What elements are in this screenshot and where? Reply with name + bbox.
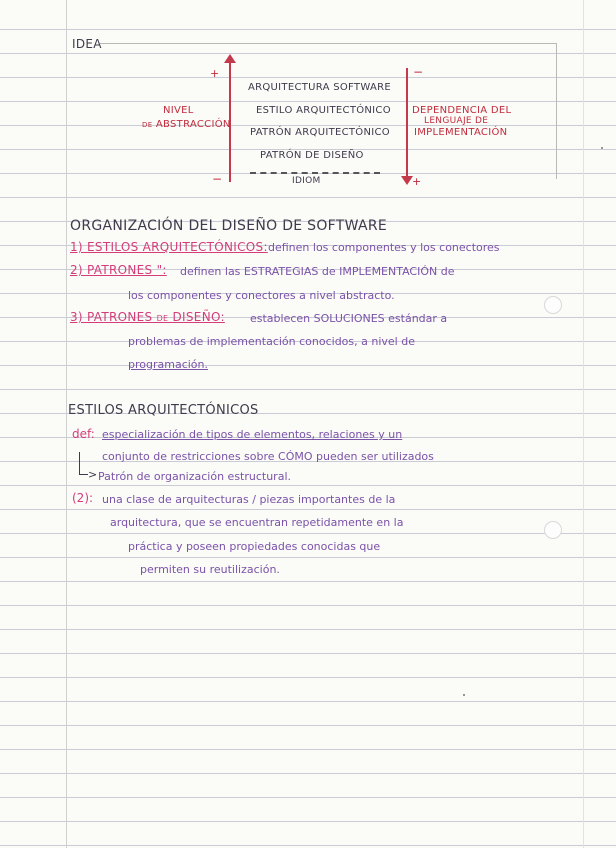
item2b-text-d: permiten su reutilización. [140,563,280,576]
item2-text-a: definen las ESTRATEGIAS de IMPLEMENTACIÓN de [180,265,455,278]
speck [601,147,603,149]
binder-hole-bottom [544,521,562,539]
item3-text-c: programación. [128,358,208,371]
margin-line [66,0,67,848]
arrow-up-icon [224,54,236,63]
section-title-organizacion: ORGANIZACIÓN DEL DISEÑO DE SOFTWARE [70,218,388,234]
level-estilo: ESTILO ARQUITECTÓNICO [256,105,391,116]
right-label-line1: DEPENDENCIA DEL [412,105,512,116]
right-label-line3: IMPLEMENTACIÓN [414,127,508,138]
up-arrow-minus: − [212,172,223,186]
item3-text-b: problemas de implementación conocidos, a nivel de [128,335,415,348]
up-arrow-plus: + [210,67,220,80]
item3-text-a: establecen SOLUCIONES estándar a [250,312,448,325]
item3-label: 3) PATRONES de DISEÑO: [70,310,225,324]
left-label-line2: de ABSTRACCIÓN [142,119,231,130]
idea-title: IDEA [72,37,102,51]
dashed-divider [250,172,380,174]
level-patron-diseno: PATRÓN DE DISEÑO [260,150,364,161]
down-arrow-minus: − [413,65,424,79]
def-arrow-text: Patrón de organización estructural. [98,470,291,483]
page-edge-line [583,0,584,848]
arrow-bracket-icon [79,452,88,475]
def-arrow-glyph: > [88,468,98,481]
item2-text-b: los componentes y conectores a nivel abstracto. [128,289,395,302]
item2b-text-a: una clase de arquitecturas / piezas importantes de la [102,493,396,506]
level-idiom: IDIOM [292,176,321,186]
level-arquitectura: ARQUITECTURA SOFTWARE [248,82,391,93]
section-title-estilos: ESTILOS ARQUITECTÓNICOS [68,403,259,418]
down-arrow-plus: + [412,175,422,188]
def-text-a: especialización de tipos de elementos, relaciones y un [102,428,403,441]
binder-hole-top [544,296,562,314]
def-label: def: [72,427,95,441]
def-text-b: conjunto de restricciones sobre CÓMO pueden ser utilizados [102,450,434,463]
item2b-label: (2): [72,491,94,505]
level-patron-arquitectonico: PATRÓN ARQUITECTÓNICO [250,127,390,138]
right-label-line2: LENGUAJE DE [424,116,489,126]
speck [463,694,465,696]
item2b-text-b: arquitectura, que se encuentran repetidamente en la [110,516,404,529]
left-label-line1: NIVEL [163,105,194,116]
item1-label: 1) ESTILOS ARQUITECTÓNICOS: [70,240,268,254]
item2b-text-c: práctica y poseen propiedades conocidas que [128,540,381,553]
dependency-arrow [406,68,408,178]
item2-label: 2) PATRONES ": [70,263,167,277]
item1-text: definen los componentes y los conectores [268,241,500,254]
